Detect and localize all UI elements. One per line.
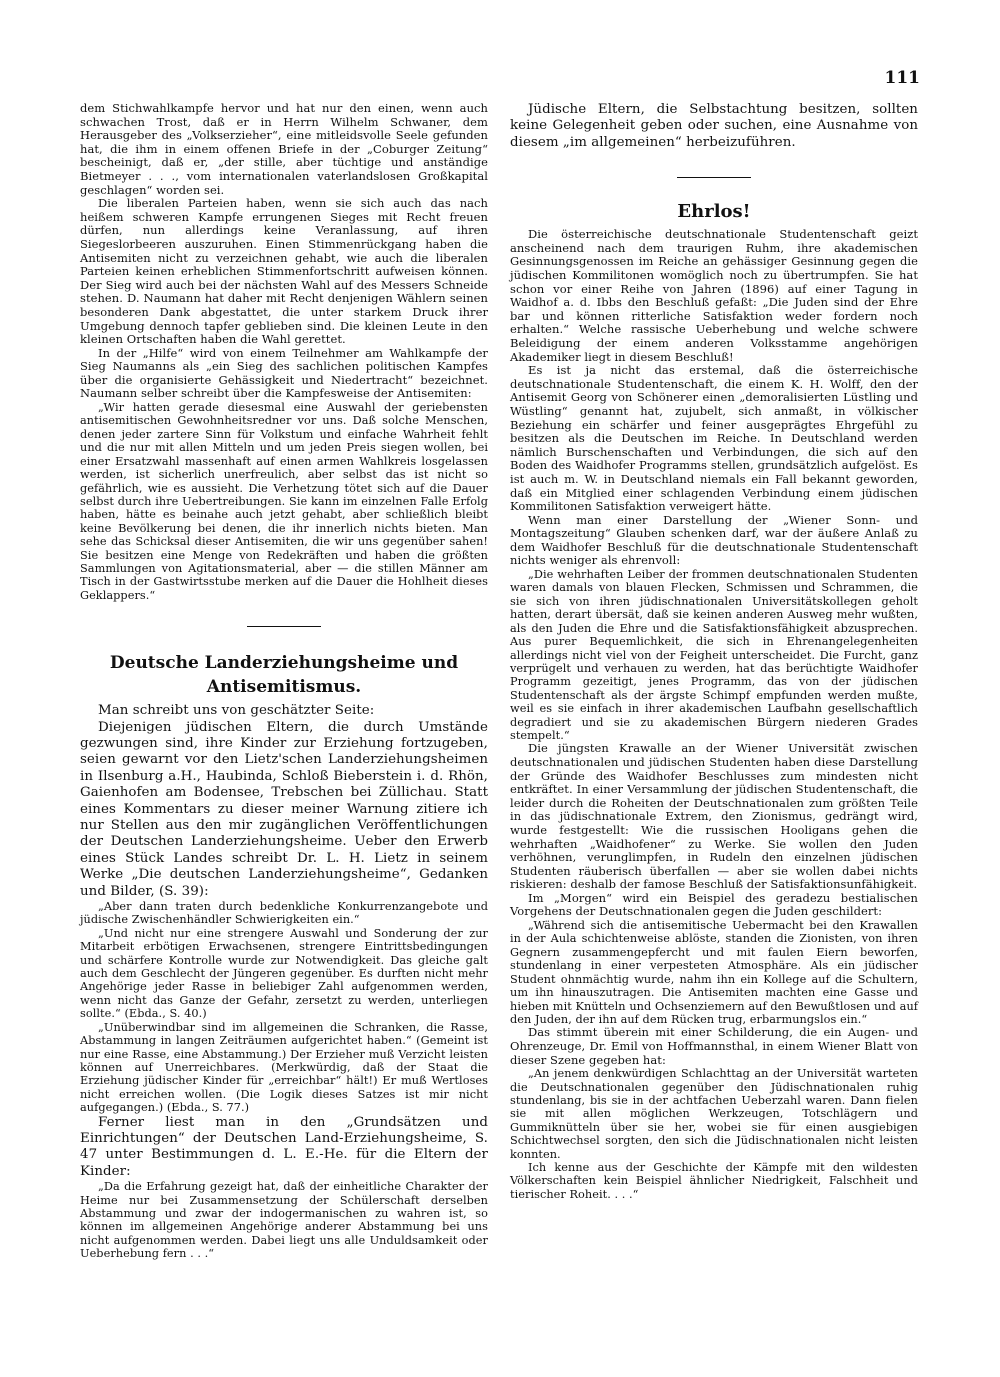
ehrlos-paragraph-3: Wenn man einer Darstellung der „Wiener Sonn- und Montagszeitung“ Glauben schenken darf, war der äußere Anlaß zu dem Waidhofer Beschluß für die deutschnationale Studentenschaft nichts weniger als ehrenvoll: <box>510 512 918 568</box>
article-title-line-1: Deutsche Landerziehungsheime und <box>109 653 459 674</box>
krawalle-paragraph: Die jüngsten Krawalle an der Wiener Universität zwischen deutschnationalen und jüdischen Studenten haben diese Darstellung der Gründe des Waidhofer Beschlusses zum mindesten nicht entkräftet. In einer Versammlung der jüdischen Studentenschaft, die leider durch die Roheiten der Deutschnationalen zum größten Teile in das jüdischnationale Extrem, den Zionismus, gedrängt wird, wurde festgestellt: Wie die russischen Hooligans gehen die wehrhaften „Waidhofener“ zu Werke. Sie wollen den Juden verhöhnen, verunglimpfen, in Rudeln den einzelnen jüdischen Studenten räuberisch überfallen — aber sie wollen dabei nichts riskieren: deshalb der famose Beschluß der Satisfaktionsunfähigkeit. <box>510 741 918 892</box>
grundsaetze-paragraph: Ferner liest man in den „Grundsätzen und Einrichtungen“ der Deutschen Land-Erziehungsheime, S. 47 unter Bestimmungen d. L. E.-He. für die Eltern der Kinder: <box>80 1114 488 1179</box>
liberal-parties-paragraph: Die liberalen Parteien haben, wenn sie sich auch das nach heißem schweren Kampfe errungenen Sieges mit Recht freuen dürfen, nun allerdings keine Veranlassung, auf ihren Siegeslorbeeren auszuruhen. Einen Stimmenrückgang haben die Antisemiten nicht zu verzeichnen gehabt, wie auch die liberalen Parteien keinen erheblichen Stimmenfortschritt aufweisen können. Der Sieg wird auch bei der nächsten Wahl auf des Messers Schneide stehen. D. Naumann hat daher mit Recht denjenigen Wählern seinen besonderen Dank abgestattet, die unter starkem Druck ihrer Umgebung dennoch tapfer geblieben sind. Die kleinen Leute in den kleinen Ortschaften haben die Wahl gerettet. <box>80 196 488 347</box>
page-number: 111 <box>884 68 920 88</box>
warning-paragraph: Diejenigen jüdischen Eltern, die durch Umstände gezwungen sind, ihre Kinder zur Erziehung fortzugeben, seien gewarnt vor den Lietz'schen Landerziehungsheimen in Ilsenburg a.H., Haubinda, Schloß Bieberstein i. d. Rhön, Gaienhofen am Bodensee, Trebschen bei Züllichau. Statt eines Kommentars zu dieser meiner Warnung zitiere ich nur Stellen aus den mir zugänglichen Veröffentlichungen der Deutschen Landerziehungsheime. Ueber den Erwerb eines Stück Landes schreibt Dr. L. H. Lietz in seinem Werke „Die deutschen Landerziehungsheime“, Gedanken und Bilder, (S. 39): <box>80 719 488 899</box>
lietz-quote-1: „Aber dann traten durch bedenkliche Konkurrenzangebote und jüdische Zwischenhändler Schwierigkeiten ein.“ <box>80 900 488 927</box>
stichwahl-paragraph: dem Stichwahlkampfe hervor und hat nur den einen, wenn auch schwachen Trost, daß er in Herrn Wilhelm Schwaner, dem Herausgeber des „Volkserzieher“, eine mitleidsvolle Seele gefunden hat, die ihm in einem offenen Briefe in der „Coburger Zeitung“ bescheinigt, daß er, „der stille, aber tüchtige und anständige Bietmeyer . . ., vom internationalen vaterlandslosen Großkapital geschlagen“ worden sei. <box>80 101 488 197</box>
morgen-paragraph: Im „Morgen“ wird ein Beispiel des geradezu bestialischen Vorgehens der Deutschnationalen gegen die Juden geschildert: <box>510 890 918 919</box>
article-title-landerziehungsheime <box>80 651 488 699</box>
left-column <box>80 102 488 1261</box>
hilfe-paragraph: In der „Hilfe“ wird von einem Teilnehmer am Wahlkampfe der Sieg Naumanns als „ein Sieg des sachlichen politischen Kampfes über die organisierte Gehässigkeit und Niedertracht“ bezeichnet. Naumann selber schreibt über die Kampfesweise der Antisemiten: <box>80 345 488 401</box>
closing-paragraph: Jüdische Eltern, die Selbstachtung besitzen, sollten keine Gelegenheit geben oder suchen, eine Ausnahme von diesem „im allgemeinen“ herbeizuführen. <box>510 102 918 150</box>
hoffmannsthal-quote: „An jenem denkwürdigen Schlachttag an der Universität warteten die Deutschnationalen gegenüber den Jüdischnationalen ruhig stundenlang, bis sie in der achtfachen Ueberzahl waren. Dann fielen sie mit allen möglichen Werkzeugen, Totschlägern und Gummiknütteln über sie her, wobei sie für einen ausgiebigen Schichtwechsel sorgten, den sich die Jüdischnationalen nicht leisten konnten. <box>510 1067 918 1161</box>
submitted-note: Man schreibt uns von geschätzter Seite: <box>98 703 375 719</box>
article-title-line-2: Antisemitismus. <box>206 677 362 698</box>
right-column <box>510 102 918 1201</box>
lietz-quote-2: „Und nicht nur eine strengere Auswahl und Sonderung der zur Mitarbeit erbötigen Erwachsenen, strengere Eintrittsbedingungen und schärfere Kontrolle wurde zur Notwendigkeit. Das gleiche galt auch dem Geschlecht der Jüngeren gegenüber. Es durften nicht mehr Angehörige jeder Rasse in beliebiger Zahl aufgenommen werden, wenn nicht das Ganze der Gefahr, zersetzt zu werden, unterliegen sollte.“ (Ebda., S. 40.) <box>80 926 488 1021</box>
morgen-quote: „Während sich die antisemitische Uebermacht bei den Krawallen in der Aula schichtenweise ablöste, standen die Zionisten, von ihren Gegnern zusammengepfercht und mit faulen Eiern beworfen, stundenlang in einer verpesteten Atmosphäre. Als ein jüdischer Student ohnmächtig wurde, nahm ihn ein Kollege auf die Schultern, um ihn hinauszutragen. Die Antisemiten machten eine Gasse und hieben mit Knütteln und Ochsenziemern auf den Bewußtlosen und auf den Juden, der ihn auf dem Rücken trug, erbarmungslos ein.“ <box>510 919 918 1026</box>
naumann-quote: „Wir hatten gerade diesesmal eine Auswahl der geriebensten antisemitischen Gewohnheitsredner vor uns. Daß solche Menschen, denen jeder zartere Sinn für Volkstum und einfache Wahrheit fehlt und die nur mit allen Mitteln und um jeden Preis siegen wollen, bei einer Ersatzwahl massenhaft auf einen armen Wahlkreis losgelassen werden, ist sicherlich unerfreulich, aber selbst das ist nicht so gefährlich, wie es aussieht. Die Verhetzung tötet sich auf die Dauer selbst durch ihre Uebertreibungen. Sie kann im einzelnen Falle Erfolg haben, hätte es beinahe auch jetzt gehabt, aber schließlich bleibt keine Bevölkerung bei denen, die ihr innerlich nichts bieten. Man sehe das Schicksal dieser Antisemiten, die wir uns gegenüber sahen! Sie besitzen eine Menge von Redekräften und haben die größten Sammlungen von Agitationsmaterial, aber — die stillen Männer am Tisch in der Gastwirtsstube merken auf die Dauer die Hohlheit dieses Geklappers.“ <box>80 401 488 602</box>
grundsaetze-quote: „Da die Erfahrung gezeigt hat, daß der einheitliche Charakter der Heime nur bei Zusammensetzung der Schülerschaft derselben Abstammung und zwar der indogermanischen zu wahren ist, so können im allgemeinen Angehörige anderer Abstammung bei uns nicht aufgenommen werden. Dabei liegt uns alle Unduldsamkeit oder Ueberhebung fern . . .“ <box>80 1180 488 1261</box>
lietz-quote-3: „Unüberwindbar sind im allgemeinen die Schranken, die Rasse, Abstammung in langen Zeiträumen aufgerichtet haben.“ (Gemeint ist nur eine Rasse, eine Abstammung.) Der Erzieher muß Verzicht leisten können auf Unerreichbares. (Merkwürdig, daß der Staat die Erziehung jüdischer Kinder für „erreichbar“ hält!) Er muß Wertloses nicht erreichen wollen. (Die Logik dieses Satzes ist mir nicht aufgegangen.) (Ebda., S. 77.) <box>80 1020 488 1115</box>
ehrlos-paragraph-1: Die österreichische deutschnationale Studentenschaft geizt anscheinend nach dem traurigen Ruhm, ihre akademischen Gesinnungsgenossen im Reiche an gehässiger Gesinnung gegen die jüdischen Kommilitonen womöglich noch zu übertrumpfen. Sie hat schon vor einer Reihe von Jahren (1896) auf einer Tagung in Waidhof a. d. Ibbs den Beschluß gefaßt: „Die Juden sind der Ehre bar und können ritterliche Satisfaktion weder fordern noch erhalten.“ Welche rassische Ueberhebung und welche schwere Beleidigung der einem anderen Volksstamme angehörigen Akademiker liegt in diesem Beschluß! <box>510 227 918 364</box>
ehrlos-paragraph-2: Es ist ja nicht das erstemal, daß die österreichische deutschnationale Studentenschaft, die einem K. H. Wolff, den der Antisemit Georg von Schönerer einen „demoralisierten Lüstling und Wüstling“ genannt hat, zujubelt, sich anmaßt, in völkischer Beziehung ein schärfer und feiner ausgeprägtes Ehrgefühl zu besitzen als die Deutschen im Reiche. In Deutschland werden nämlich Burschenschaften und Verbindungen, die sich auf den Boden des Waidhofer Programms stellen, grundsätzlich aufgelöst. Es ist auch m. W. in Deutschland niemals ein Fall bekannt geworden, daß ein Mitglied einer schlagenden Verbindung einem jüdischen Kommilitonen Satisfaktion verweigert hätte. <box>510 363 918 514</box>
final-quote-paragraph: Ich kenne aus der Geschichte der Kämpfe mit den wildesten Völkerschaften kein Beispiel ähnlicher Niedrigkeit, Falschheit und tierischer Roheit. . . .“ <box>510 1160 918 1201</box>
hoffmannsthal-paragraph: Das stimmt überein mit einer Schilderung, die ein Augen- und Ohrenzeuge, Dr. Emil von Hoffmannsthal, in einem Wiener Blatt von dieser Szene gegeben hat: <box>510 1025 918 1067</box>
article-title-ehrlos: Ehrlos! <box>677 201 751 223</box>
wiener-zeitung-quote: „Die wehrhaften Leiber der frommen deutschnationalen Studenten waren damals von blauen Flecken, Schmissen und Schrammen, die sie sich von ihren jüdischnationalen Universitätskollegen geholt hatten, derart übersät, daß sie keinen anderen Ausweg mehr wußten, als den Juden die Ehre und die Satisfaktionsfähigkeit abzusprechen. Aus purer Bequemlichkeit, die sich in Ehrenangelegenheiten allerdings nicht viel von der Feigheit unterscheidet. Die Furcht, ganz verprügelt und verhauen zu werden, hat das berüchtigte Waidhofer Programm gezeitigt, jenes Programm, das von der jüdischen Studentenschaft als der ärgste Schimpf empfunden werden mußte, weil es sie einfach in ihrer akademischen Laufbahn gesellschaftlich degradiert und sie zu akademischen Bürgern niederen Grades stempelt.“ <box>510 568 918 742</box>
